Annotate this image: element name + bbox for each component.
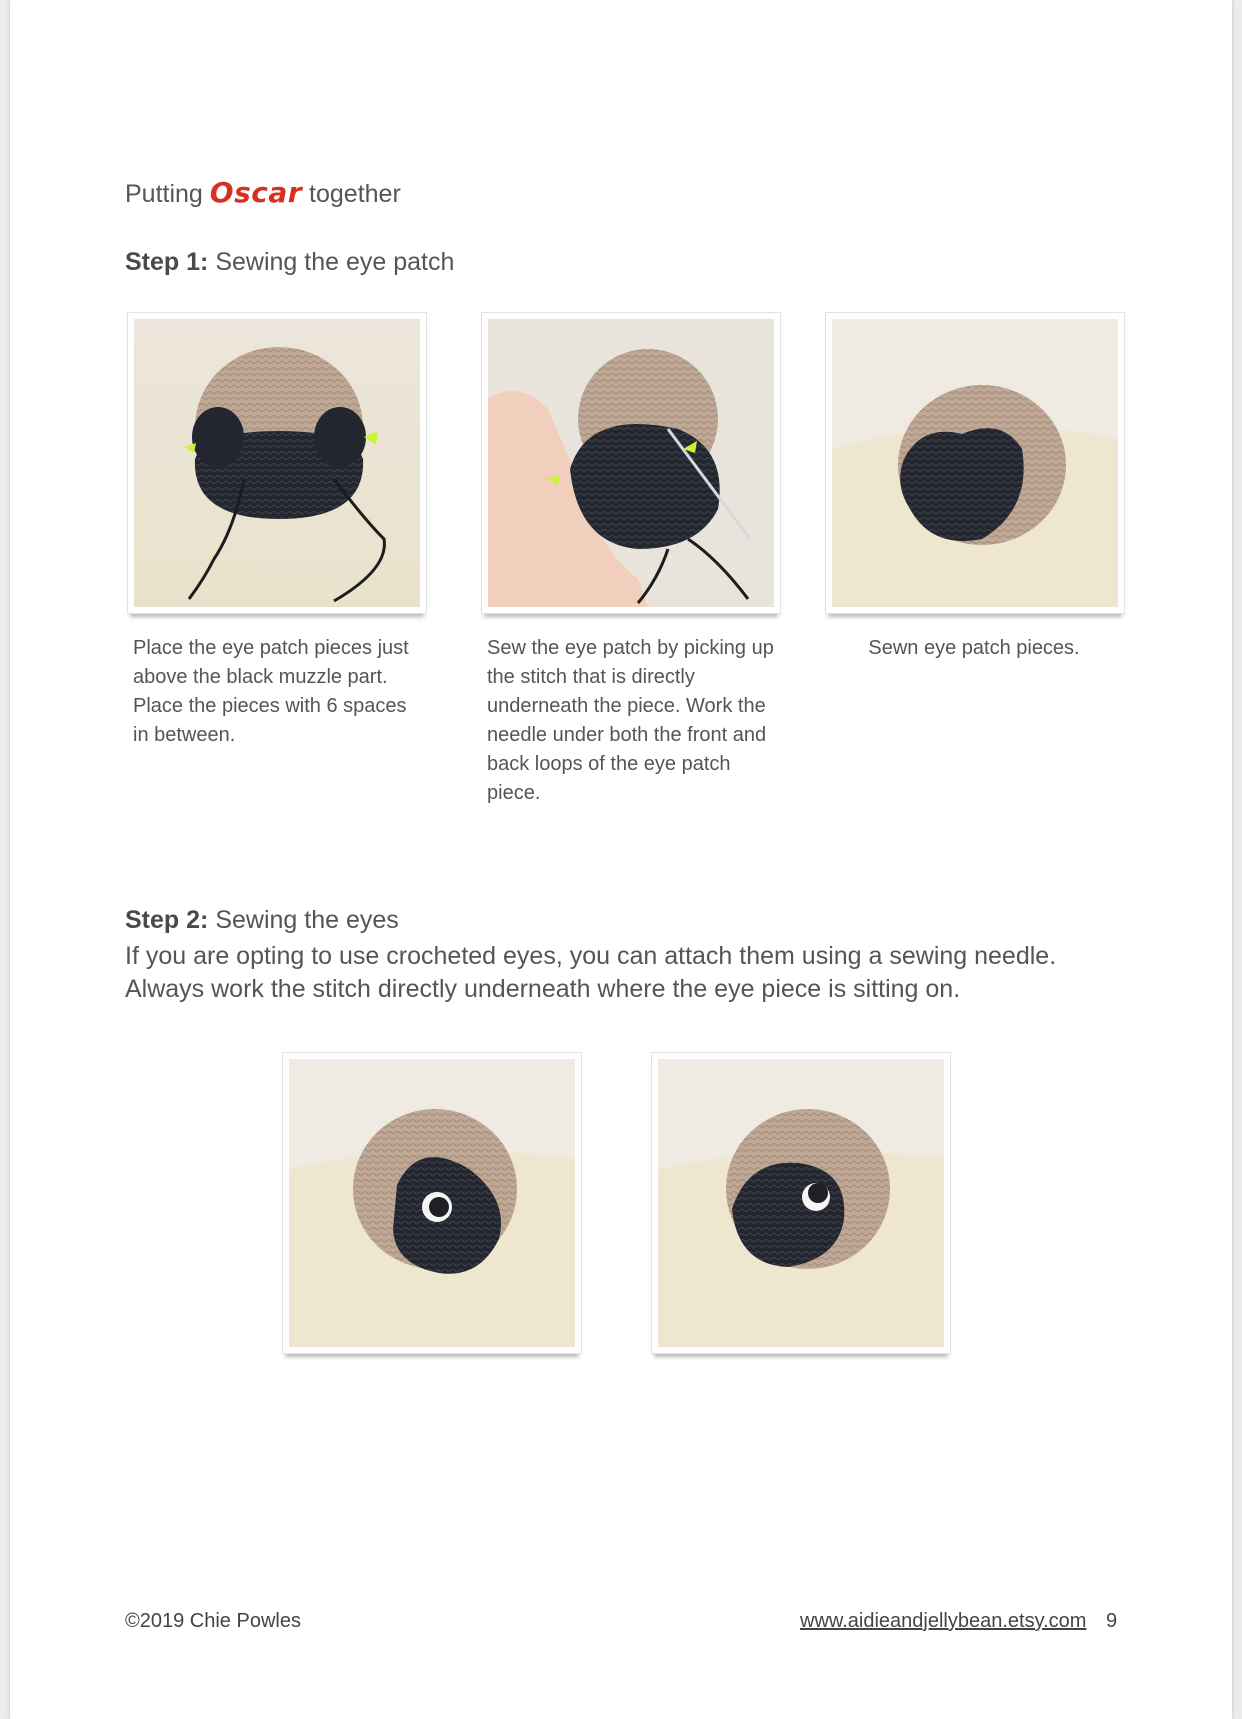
title-name: Oscar (209, 176, 303, 209)
step1-heading (125, 248, 454, 277)
footer-right (800, 1610, 1117, 1633)
step2-body (125, 940, 1125, 1006)
step2-title: Sewing the eyes (215, 906, 399, 934)
document-page (10, 0, 1232, 1719)
title-suffix: together (309, 180, 401, 208)
page-number: 9 (1106, 1610, 1118, 1632)
page-title (125, 176, 401, 209)
footer-url-link[interactable]: www.aidieandjellybean.etsy.com (800, 1610, 1087, 1632)
photo-sewing-eye-patch (481, 312, 781, 614)
photo-eye-right-side (651, 1052, 951, 1354)
step2-label: Step 2: (125, 906, 209, 934)
step1-label: Step 1: (125, 248, 209, 276)
photo-sewn-eye-patch (825, 312, 1125, 614)
step2-text-line1: If you are opting to use crocheted eyes, you can attach them using a sewing needle. (125, 942, 1057, 970)
caption-step1-photo1: Place the eye patch pieces just above the black muzzle part. Place the pieces with 6 spaces in between. (133, 637, 409, 746)
step2-heading (125, 906, 399, 935)
title-prefix: Putting (125, 180, 203, 208)
caption-step1-photo2: Sew the eye patch by picking up the stitch that is directly underneath the piece. Work the needle under both the front and back loops of the eye patch piece. (487, 637, 774, 804)
photo-eye-left-side (282, 1052, 582, 1354)
footer-copyright: ©2019 Chie Powles (125, 1610, 301, 1632)
step1-title: Sewing the eye patch (215, 248, 455, 276)
photo-eye-patch-placement (127, 312, 427, 614)
step2-text-line2: Always work the stitch directly underneath where the eye piece is sitting on. (125, 975, 961, 1003)
caption-step1-photo3: Sewn eye patch pieces. (868, 637, 1080, 659)
